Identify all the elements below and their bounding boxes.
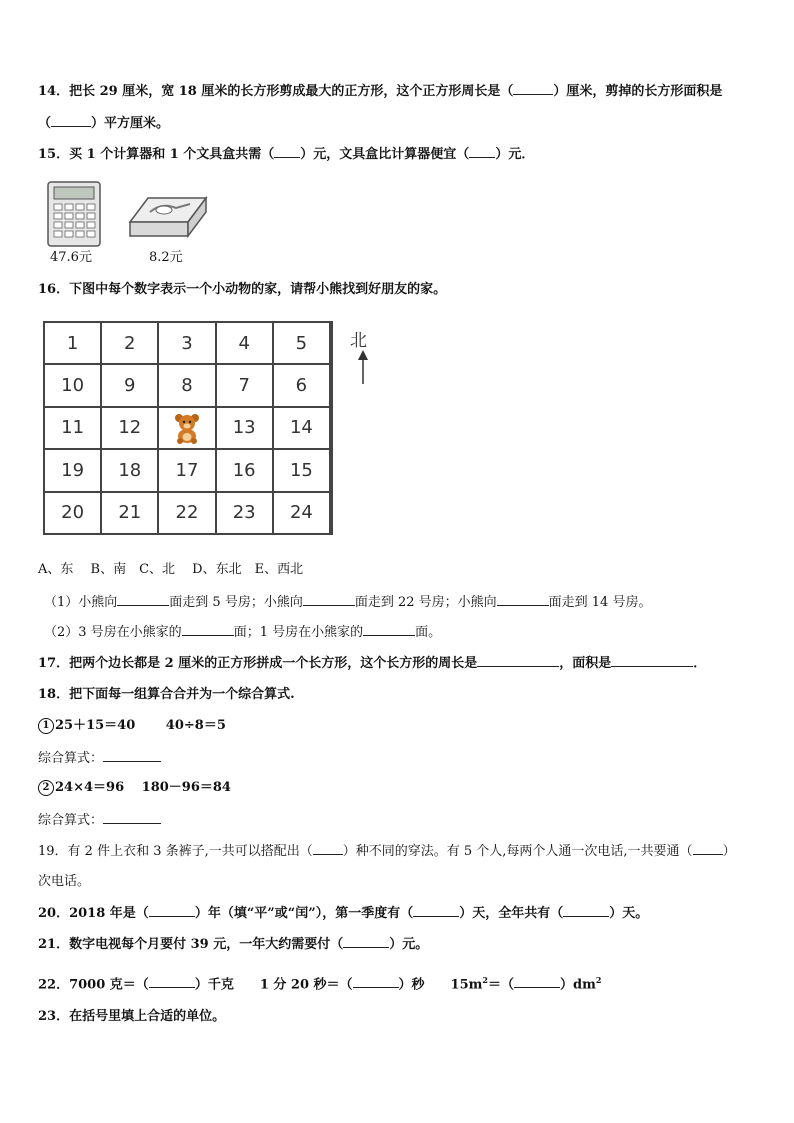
north-arrow-icon bbox=[356, 348, 370, 386]
grid-cell: 10 bbox=[43, 363, 102, 407]
grid-cell: 11 bbox=[43, 406, 102, 450]
question-19-line-1: 19．有 2 件上衣和 3 条裤子,一共可以搭配出（ ）种不同的穿法。有 5 个人,每两个人通一次电话,一共要通（ ） bbox=[38, 844, 736, 859]
answer-blank[interactable] bbox=[51, 114, 91, 127]
question-18-item-2: 2 24×4＝96 180－96＝84 bbox=[38, 779, 231, 797]
question-18-title: 18．把下面每一组算合合并为一个综合算式. bbox=[38, 687, 295, 702]
grid-cell: 19 bbox=[43, 448, 102, 492]
grid-cell: 24 bbox=[272, 491, 331, 535]
question-16-sub-2: （2）3 号房在小熊家的 面；1 号房在小熊家的 面。 bbox=[44, 622, 441, 642]
question-22: 22．7000 克＝（ ）千克 1 分 20 秒＝（ ）秒 $15m^2=$（ ）$dm^2$ bbox=[38, 975, 602, 993]
answer-blank[interactable] bbox=[303, 592, 355, 606]
pencil-box-image bbox=[126, 186, 206, 242]
grid-cell: 9 bbox=[100, 363, 159, 407]
grid-cell: 7 bbox=[215, 363, 274, 407]
grid-cell: 4 bbox=[215, 321, 274, 365]
question-20: 20．2018 年是（ ）年（填“平”或“闰”），第一季度有（ ）天，全年共有（ ）天。 bbox=[38, 906, 649, 921]
question-19-line-2: 次电话。 bbox=[38, 874, 91, 889]
question-23: 23．在括号里填上合适的单位。 bbox=[38, 1009, 226, 1024]
grid-cell: 5 bbox=[272, 321, 331, 365]
grid-cell: 20 bbox=[43, 491, 102, 535]
answer-blank[interactable] bbox=[477, 653, 559, 667]
answer-blank[interactable] bbox=[103, 810, 161, 824]
answer-blank[interactable] bbox=[343, 935, 389, 948]
answer-blank[interactable] bbox=[413, 904, 459, 917]
bear-icon bbox=[172, 412, 202, 444]
grid-cell: 1 bbox=[43, 321, 102, 365]
question-14-line-1: 14．把长 29 厘米，宽 18 厘米的长方形剪成最大的正方形，这个正方形周长是（ ）厘米，剪掉的长方形面积是 bbox=[38, 84, 723, 99]
question-15: 15．买 1 个计算器和 1 个文具盒共需（ ）元，文具盒比计算器便宜（ ）元． bbox=[38, 147, 535, 162]
answer-blank[interactable] bbox=[313, 842, 343, 855]
answer-blank[interactable] bbox=[513, 82, 553, 95]
question-21: 21．数字电视每个月要付 39 元，一年大约需要付（ ）元。 bbox=[38, 937, 429, 952]
answer-blank[interactable] bbox=[182, 622, 234, 636]
grid-cell: 23 bbox=[215, 491, 274, 535]
bear-home-cell bbox=[157, 406, 216, 450]
grid-cell: 3 bbox=[157, 321, 216, 365]
grid-cell: 18 bbox=[100, 448, 159, 492]
answer-blank[interactable] bbox=[103, 748, 161, 762]
answer-blank[interactable] bbox=[563, 904, 609, 917]
combined-expression-2: 综合算式： bbox=[38, 810, 161, 830]
grid-cell: 17 bbox=[157, 448, 216, 492]
grid-cell: 22 bbox=[157, 491, 216, 535]
answer-blank[interactable] bbox=[274, 145, 300, 158]
answer-blank[interactable] bbox=[363, 622, 415, 636]
question-18-item-1: 1 25＋15＝40 40÷8＝5 bbox=[38, 717, 226, 735]
answer-blank[interactable] bbox=[611, 653, 693, 667]
question-16-title: 16．下图中每个数字表示一个小动物的家，请帮小熊找到好朋友的家。 bbox=[38, 282, 447, 297]
answer-blank[interactable] bbox=[514, 975, 560, 988]
answer-blank[interactable] bbox=[469, 145, 495, 158]
animal-home-grid bbox=[43, 321, 333, 535]
grid-cell: 2 bbox=[100, 321, 159, 365]
answer-blank[interactable] bbox=[497, 592, 549, 606]
grid-cell: 21 bbox=[100, 491, 159, 535]
grid-cell: 16 bbox=[215, 448, 274, 492]
question-17: 17．把两个边长都是 2 厘米的正方形拼成一个长方形，这个长方形的周长是 ，面积是 ． bbox=[38, 653, 706, 673]
grid-cell: 12 bbox=[100, 406, 159, 450]
calculator-price: 47.6元 bbox=[50, 250, 92, 265]
grid-cell: 13 bbox=[215, 406, 274, 450]
grid-cell: 14 bbox=[272, 406, 331, 450]
answer-blank[interactable] bbox=[693, 842, 723, 855]
pencil-box-price: 8.2元 bbox=[149, 250, 183, 265]
answer-blank[interactable] bbox=[149, 975, 195, 988]
question-16-sub-1: （1）小熊向 面走到 5 号房；小熊向 面走到 22 号房；小熊向 面走到 14 号房。 bbox=[44, 592, 651, 612]
grid-cell: 6 bbox=[272, 363, 331, 407]
question-14-line-2: （ ）平方厘米。 bbox=[38, 116, 170, 131]
answer-blank[interactable] bbox=[353, 975, 399, 988]
combined-expression-1: 综合算式： bbox=[38, 748, 161, 768]
grid-cell: 8 bbox=[157, 363, 216, 407]
answer-blank[interactable] bbox=[117, 592, 169, 606]
answer-blank[interactable] bbox=[149, 904, 195, 917]
grid-cell: 15 bbox=[272, 448, 331, 492]
north-label: 北 bbox=[350, 331, 367, 351]
direction-options: A、东 B、南 C、北 D、东北 E、西北 bbox=[38, 562, 304, 577]
